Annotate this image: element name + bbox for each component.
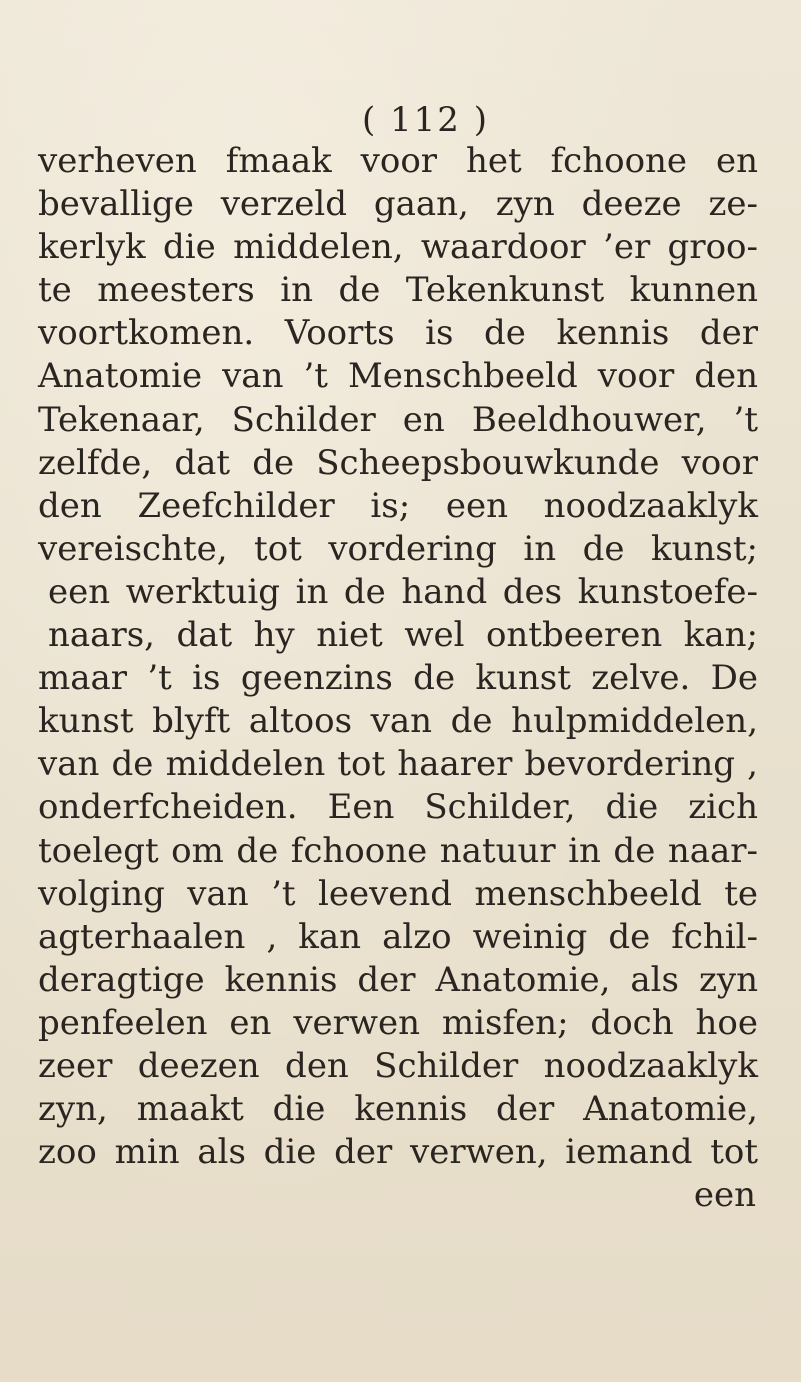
text-line-20: deragtige kennis der Anatomie, als zyn	[38, 959, 758, 1000]
text-line-16: onderfcheiden. Een Schilder, die zich	[38, 787, 758, 828]
text-line-1: verheven fmaak voor het fchoone en	[38, 141, 758, 181]
text-line-6: Anatomie van ’t Menschbeeld voor den	[38, 356, 758, 397]
text-line-14: kunst blyft altoos van de hulpmiddelen,	[38, 701, 758, 742]
text-line-22: zeer deezen den Schilder noodzaaklyk	[38, 1045, 758, 1086]
text-line-11: een werktuig in de hand des kunstoefe-	[48, 571, 758, 612]
text-line-12: naars, dat hy niet wel ontbeeren kan;	[48, 615, 758, 656]
text-line-2: bevallige verzeld gaan, zyn deeze ze-	[38, 184, 758, 225]
text-line-10: vereischte, tot vordering in de kunst;	[38, 528, 758, 569]
body-text	[38, 140, 758, 1217]
text-line-23: zyn, maakt die kennis der Anatomie,	[38, 1089, 758, 1130]
text-line-13: maar ’t is geenzins de kunst zelve. De	[38, 658, 758, 699]
text-line-8: zelfde, dat de Scheepsbouwkunde voor	[38, 442, 758, 483]
text-line-15: van de middelen tot haarer bevordering ,	[38, 744, 758, 785]
text-line-7: Tekenaar, Schilder en Beeldhouwer, ’t	[38, 399, 758, 440]
page-number: ( 112 )	[361, 100, 490, 140]
text-line-5: voortkomen. Voorts is de kennis der	[38, 313, 758, 354]
text-line-18: volging van ’t leevend menschbeeld te	[38, 873, 758, 914]
text-line-24: zoo min als die der verwen, iemand tot	[38, 1132, 758, 1173]
catchword: een	[693, 1175, 756, 1216]
text-line-4: te meesters in de Tekenkunst kunnen	[38, 270, 758, 311]
text-line-21: penfeelen en verwen misfen; doch hoe	[38, 1002, 758, 1043]
text-line-17: toelegt om de fchoone natuur in de naar-	[38, 830, 758, 871]
text-line-19: agterhaalen , kan alzo weinig de fchil-	[38, 916, 758, 957]
text-line-9: den Zeefchilder is; een noodzaaklyk	[38, 485, 758, 526]
text-line-3: kerlyk die middelen, waardoor ’er groo-	[38, 227, 758, 268]
